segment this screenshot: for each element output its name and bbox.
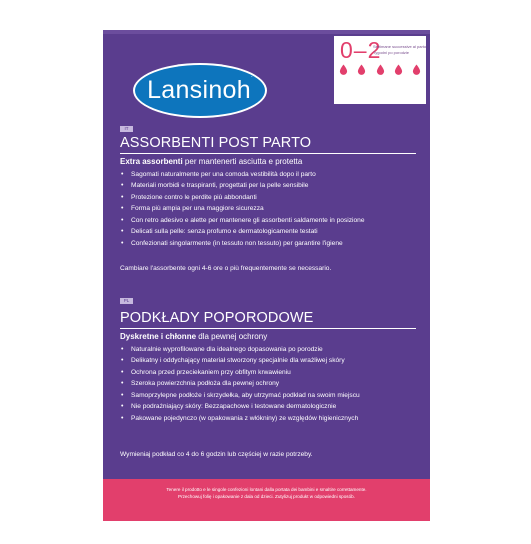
lang-tag-pl: PL	[120, 298, 133, 304]
list-item: • Delicati sulla pelle: senza profumo e dermatologicamente testati	[120, 228, 410, 236]
list-item: • Protezione contro le perdite più abbondanti	[120, 194, 410, 202]
period-badge	[334, 36, 426, 104]
section-title-pl: PODKŁADY POPORODOWE	[120, 310, 314, 326]
section-subtitle-it: Extra assorbenti per mantenerti asciutta e protetta	[120, 157, 303, 166]
drop-icon	[339, 64, 348, 75]
section-title-it: ASSORBENTI POST PARTO	[120, 135, 312, 151]
section-subtitle-pl: Dyskretne i chłonne dla pewnej ochrony	[120, 332, 268, 341]
usage-note-it: Cambiare l'assorbente ogni 4-6 ore o più frequentemente se necessario.	[120, 265, 332, 272]
drop-icon	[394, 64, 403, 75]
brand-logo	[133, 63, 267, 118]
footer-line-pl: Przechowuj folię i opakowanie z dala od dzieci. Zutylizuj produkt w odpowiedni sposób.	[178, 494, 355, 499]
list-item: • Szeroka powierzchnia podłoża dla pewnej ochrony	[120, 380, 410, 388]
absorbency-drops	[339, 64, 421, 75]
feature-list-pl	[120, 346, 410, 426]
list-item: • Delikatny i oddychający materiał stworzony specjalnie dla wrażliwej skóry	[120, 357, 410, 365]
top-strip	[103, 30, 430, 34]
usage-note-pl: Wymieniaj podkład co 4 do 6 godzin lub częściej w razie potrzeby.	[120, 451, 313, 458]
divider	[120, 153, 416, 154]
list-item: • Nie podrażniający skóry: Bezzapachowe i testowane dermatologicznie	[120, 403, 410, 411]
lang-tag-it: IT	[120, 126, 133, 132]
warning-footer	[103, 479, 430, 521]
list-item: • Sagomati naturalmente per una comoda vestibilità dopo il parto	[120, 171, 410, 179]
drop-icon	[412, 64, 421, 75]
list-item: • Materiali morbidi e traspiranti, progettati per la pelle sensibile	[120, 182, 410, 190]
badge-number: 0–2	[340, 37, 382, 63]
list-item: • Confezionati singolarmente (in tessuto non tessuto) per garantire l'igiene	[120, 240, 410, 248]
feature-list-it	[120, 171, 410, 251]
list-item: • Pakowane pojedynczo (w opakowania z włókniny) ze względów higienicznych	[120, 415, 410, 423]
list-item: • Con retro adesivo e alette per mantenere gli assorbenti saldamente in posizione	[120, 217, 410, 225]
divider	[120, 328, 416, 329]
badge-line-it: Settimane successive al parto	[373, 44, 427, 49]
list-item: • Samoprzylepne podłoże i skrzydełka, aby utrzymać podkład na swoim miejscu	[120, 392, 410, 400]
list-item: • Forma più ampia per una maggiore sicurezza	[120, 205, 410, 213]
list-item: • Ochrona przed przeciekaniem przy obfitym krwawieniu	[120, 369, 410, 377]
drop-icon	[376, 64, 385, 75]
drop-icon	[357, 64, 366, 75]
badge-line-pl: Tygodni po porodzie	[373, 50, 410, 55]
logo-text: Lansinoh.	[147, 73, 253, 104]
list-item: • Naturalnie wyprofilowane dla idealnego dopasowania po porodzie	[120, 346, 410, 354]
package-panel	[103, 30, 430, 521]
footer-line-it: Tenere il prodotto e le singole confezioni lontani dalla portata dei bambini e smaltire correttamente.	[166, 487, 367, 492]
